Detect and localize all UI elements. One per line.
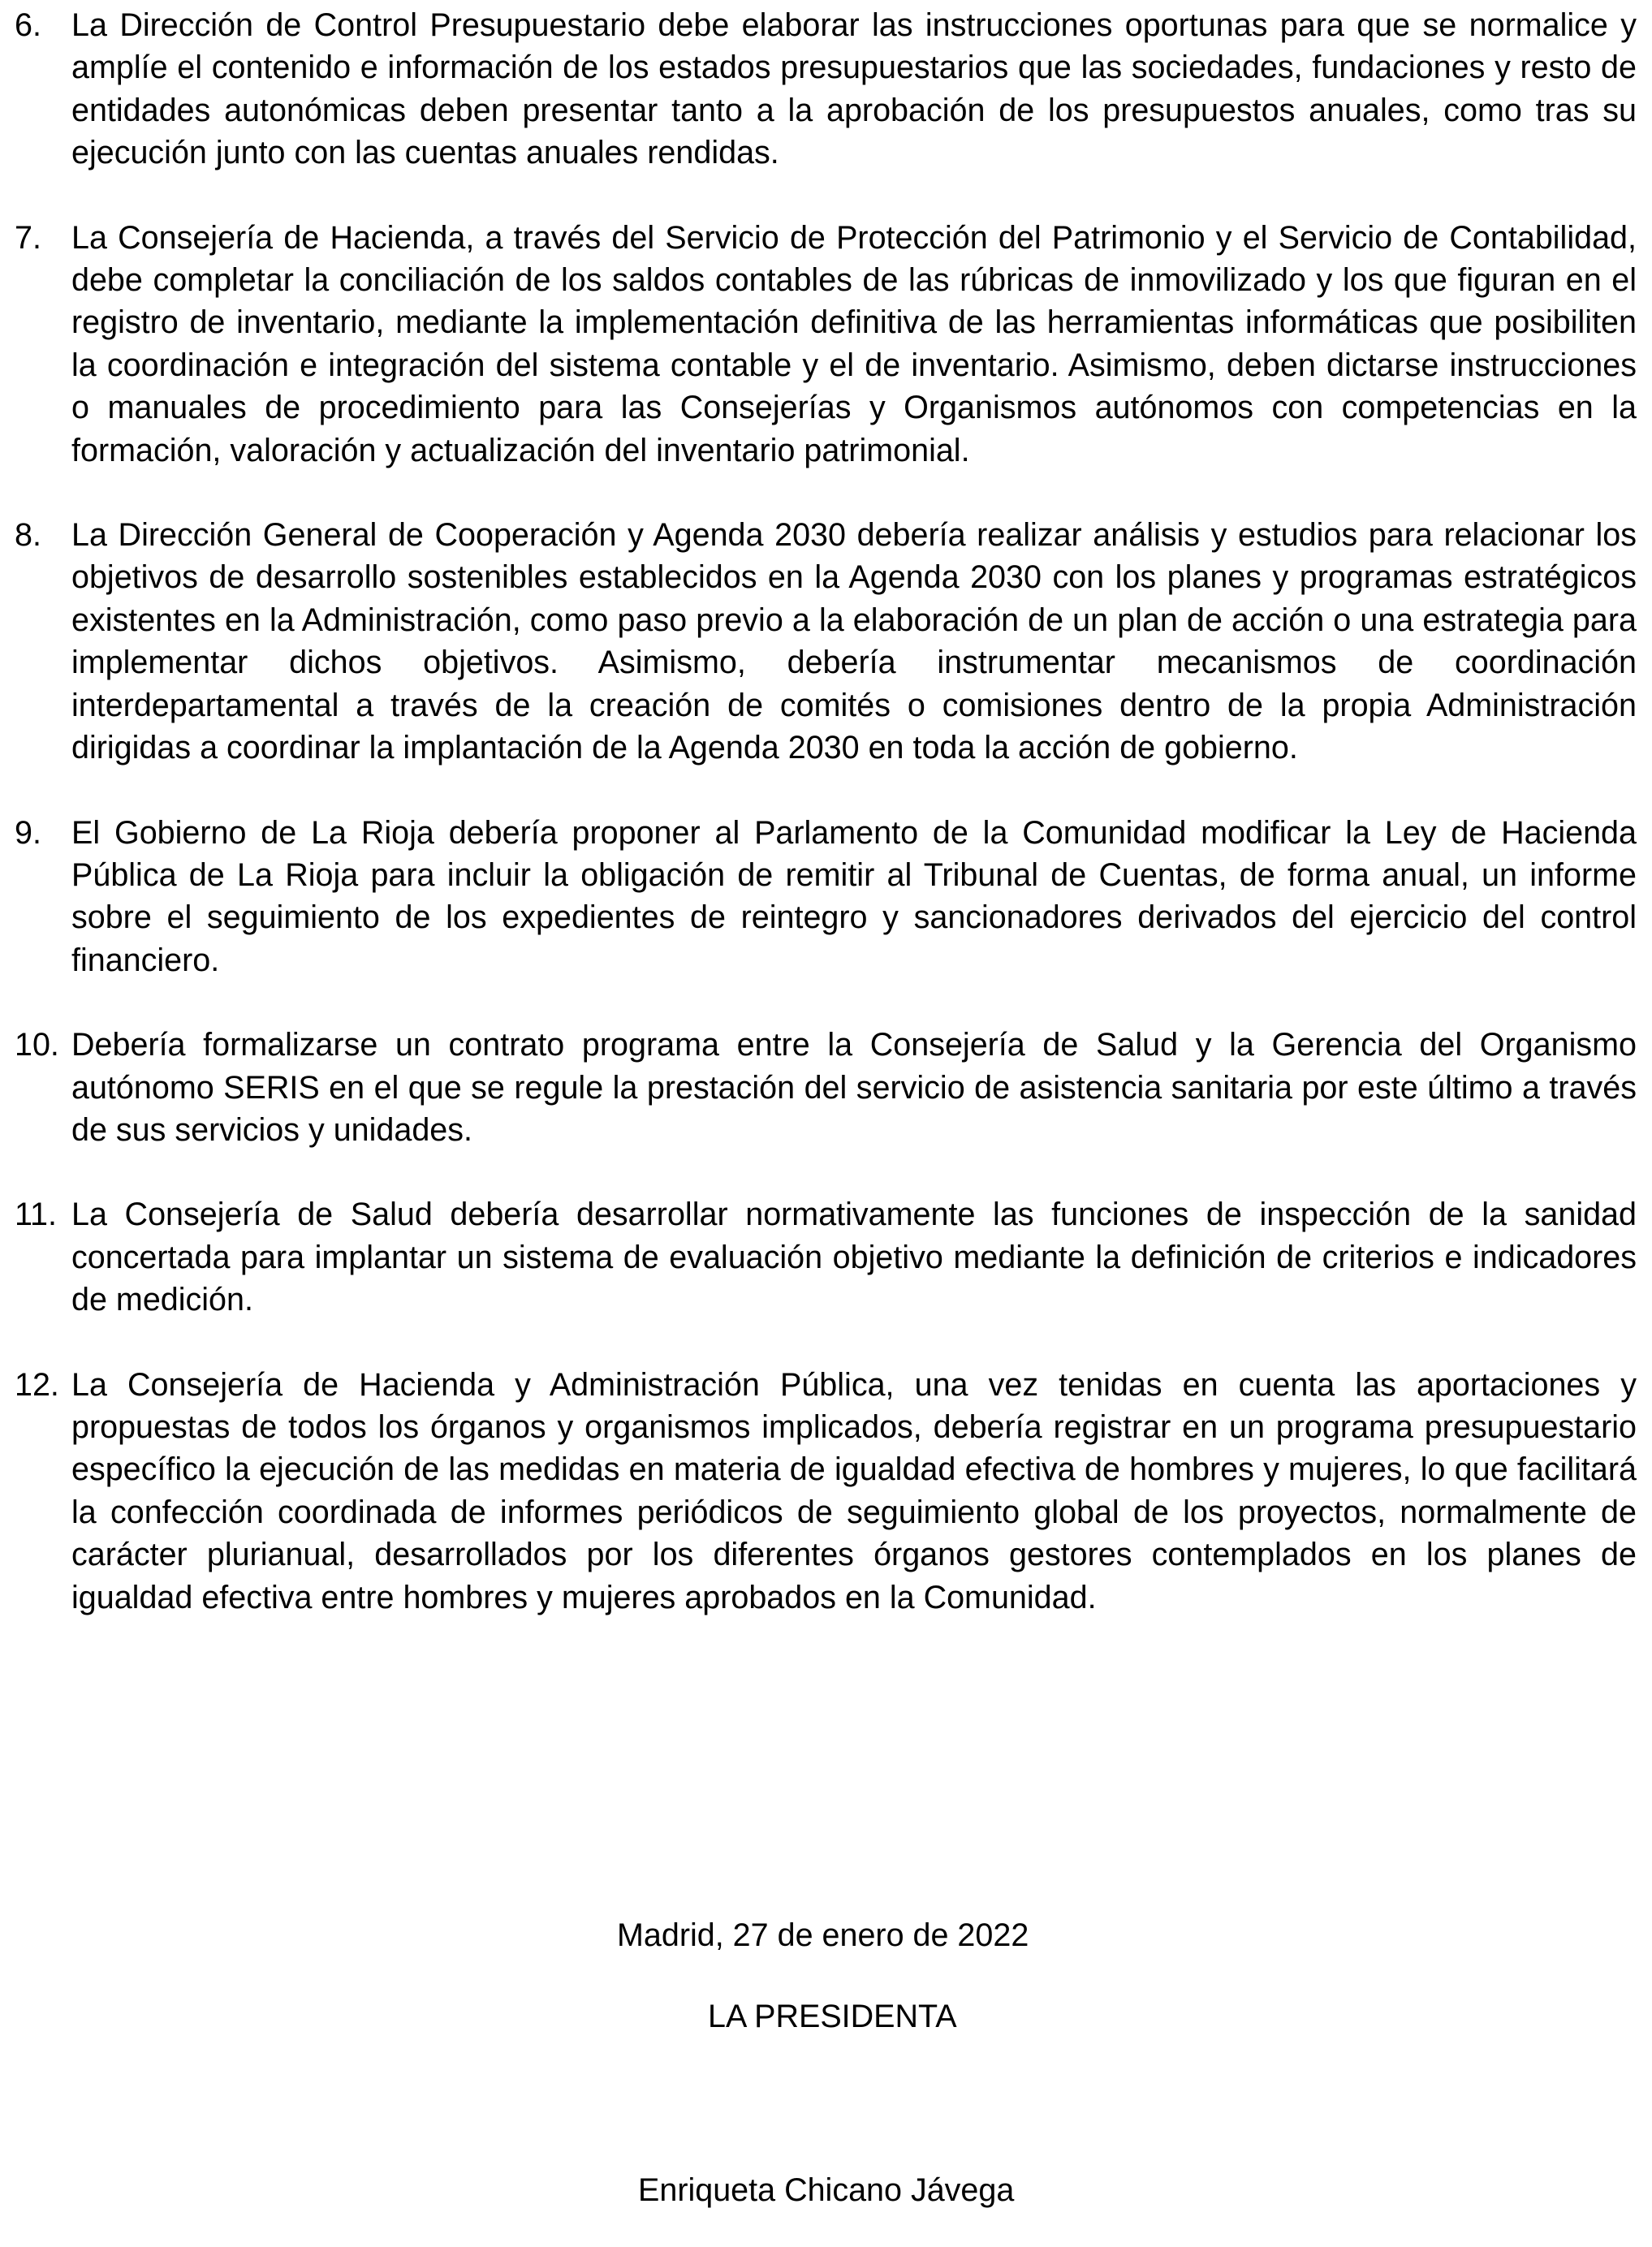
recommendation-item — [15, 812, 1637, 982]
recommendation-text: La Dirección General de Cooperación y Agenda 2030 debería realizar análisis y estudios para relacionar los objetivos de desarrollo sostenibles establecidos en la Agenda 2030 con los planes y programas estratégicos existentes en la Administración, como paso previo a la elaboración de un plan de acción o una estrategia para implementar dichos objetivos. Asimismo, debería instrumentar mecanismos de coordinación interdepartamental a través de la creación de comités o comisiones dentro de la propia Administración dirigidas a coordinar la implantación de la Agenda 2030 en toda la acción de gobierno. — [71, 517, 1637, 766]
recommendation-number: 7. — [15, 219, 41, 256]
recommendation-item — [15, 514, 1637, 769]
place-and-date: Madrid, 27 de enero de 2022 — [617, 1917, 1029, 1953]
recommendation-number: 10. — [15, 1027, 59, 1063]
recommendation-item — [15, 1024, 1637, 1151]
signer-role: LA PRESIDENTA — [708, 1999, 957, 2034]
recommendation-text: La Consejería de Hacienda, a través del Servicio de Protección del Patrimonio y el Servicio de Contabilidad, debe completar la conciliación de los saldos contables de las rúbricas de inmovilizado y los que figuran en el registro de inventario, mediante la implementación definitiva de las herramientas informáticas que posibiliten la coordinación e integración del sistema contable y el de inventario. Asimismo, deben dictarse instrucciones o manuales de procedimiento para las Consejerías y Organismos autónomos con competencias en la formación, valoración y actualización del inventario patrimonial. — [71, 219, 1637, 468]
recommendation-text: Debería formalizarse un contrato programa entre la Consejería de Salud y la Gerencia del Organismo autónomo SERIS en el que se regule la prestación del servicio de asistencia sanitaria por este último a través de sus servicios y unidades. — [71, 1027, 1637, 1148]
recommendation-text: El Gobierno de La Rioja debería proponer al Parlamento de la Comunidad modificar la Ley de Hacienda Pública de La Rioja para incluir la obligación de remitir al Tribunal de Cuentas, de forma anual, un informe sobre el seguimiento de los expedientes de reintegro y sancionadores derivados del ejercicio del control financiero. — [71, 814, 1637, 978]
recommendation-item — [15, 4, 1637, 175]
recommendation-text: La Consejería de Hacienda y Administración Pública, una vez tenidas en cuenta las aportaciones y propuestas de todos los órganos y organismos implicados, debería registrar en un programa presupuestario específico la ejecución de las medidas en materia de igualdad efectiva de hombres y mujeres, lo que facilitará la confección coordinada de informes periódicos de seguimiento global de los proyectos, normalmente de carácter plurianual, desarrollados por los diferentes órganos gestores contemplados en los planes de igualdad efectiva entre hombres y mujeres aprobados en la Comunidad. — [71, 1366, 1637, 1615]
recommendation-number: 6. — [15, 7, 41, 43]
recommendation-number: 12. — [15, 1366, 59, 1403]
recommendation-number: 9. — [15, 814, 41, 851]
recommendation-item — [15, 1193, 1637, 1321]
recommendation-item — [15, 1364, 1637, 1619]
recommendation-number: 11. — [15, 1197, 57, 1233]
recommendation-number: 8. — [15, 517, 41, 554]
recommendation-text: La Consejería de Salud debería desarrollar normativamente las funciones de inspección de la sanidad concertada para implantar un sistema de evaluación objetivo mediante la definición de criterios e indicadores de medición. — [71, 1197, 1637, 1318]
recommendation-list — [15, 4, 1637, 1661]
recommendation-item — [15, 217, 1637, 472]
recommendation-text: La Dirección de Control Presupuestario debe elaborar las instrucciones oportunas para que se normalice y amplíe el contenido e información de los estados presupuestarios que las sociedades, fundaciones y resto de entidades autonómicas deben presentar tanto a la aprobación de los presupuestos anuales, como tras su ejecución junto con las cuentas anuales rendidas. — [71, 7, 1637, 171]
signer-name: Enriqueta Chicano Jávega — [638, 2172, 1015, 2208]
